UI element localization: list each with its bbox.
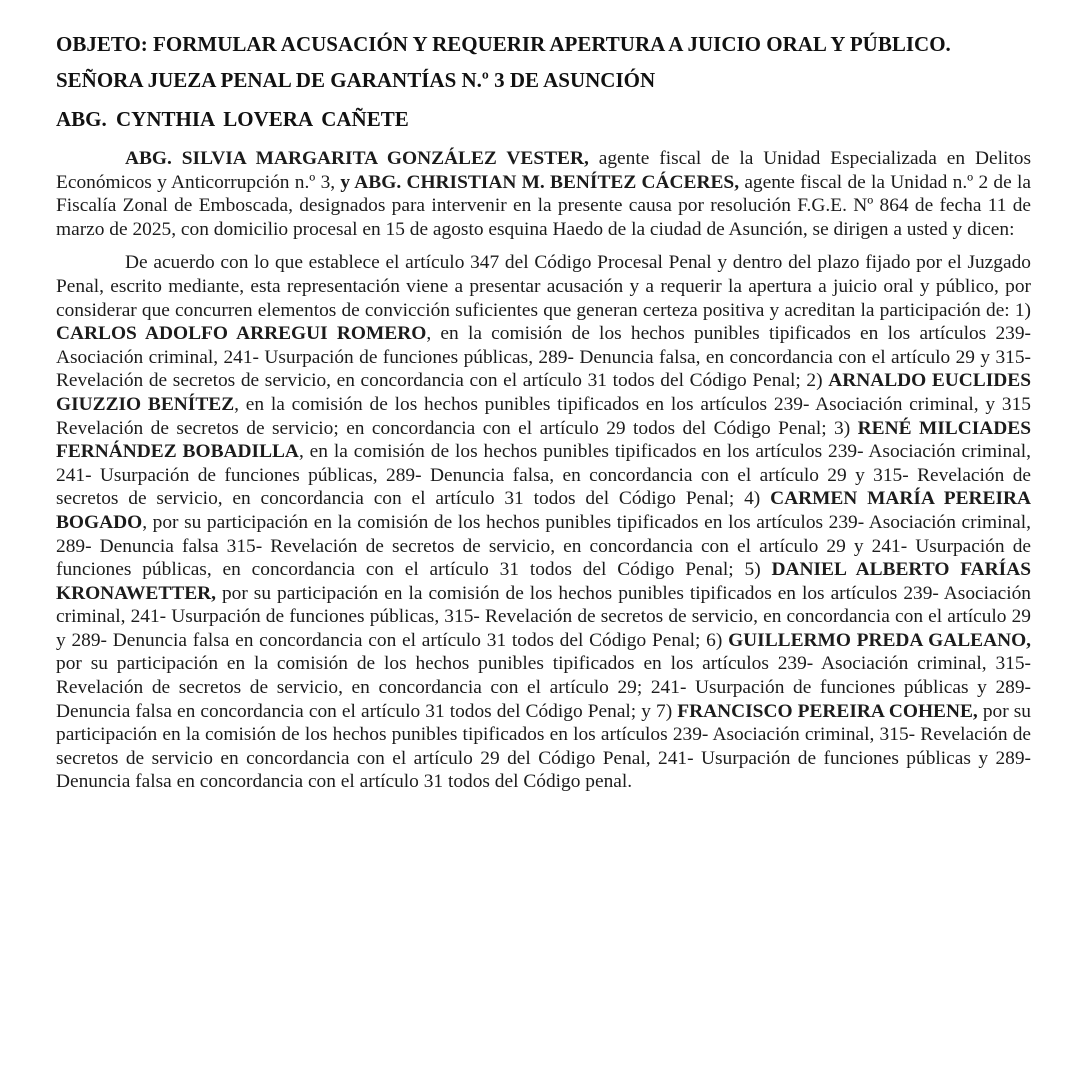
accused-name: GUILLERMO PREDA GALEANO, bbox=[728, 629, 1032, 651]
addressee-heading: SEÑORA JUEZA PENAL DE GARANTÍAS N.º 3 DE ASUNCIÓN bbox=[56, 68, 656, 92]
accused-name: CARLOS ADOLFO ARREGUI ROMERO bbox=[56, 323, 427, 345]
intro-text: agente fiscal de la Unidad n.º 2 de la Fiscalía Zonal de Emboscada, designados para intervenir en la presente causa por resolución F.G.E. Nº 864 de fecha 11 de marzo de 2025, con domicilio procesal en 15 de agosto esquina Haedo de la ciudad de Asunción, se dirigen a usted y dicen: bbox=[56, 171, 1032, 240]
intro-prosecutor-2: y ABG. CHRISTIAN M. BENÍTEZ CÁCERES, bbox=[340, 171, 740, 193]
document-page bbox=[56, 30, 1031, 794]
accused-name: ARNALDO EUCLIDES GIUZZIO BENÍTEZ bbox=[56, 370, 1031, 415]
intro-paragraph bbox=[56, 147, 1031, 241]
accused-name: CARMEN MARÍA PEREIRA BOGADO bbox=[56, 488, 1031, 533]
accused-name: DANIEL ALBERTO FARÍAS KRONAWETTER, bbox=[56, 559, 1032, 604]
intro-text: agente fiscal de la Unidad Especializada en Delitos Económicos y Anticorrupción n.º 3, bbox=[56, 148, 1031, 193]
accusation-text: De acuerdo con lo que establece el artículo 347 del Código Procesal Penal y dentro del plazo fijado por el Juzgado Penal, escrito mediante, esta representación viene a presentar acusación y a requerir la apertura a juicio oral y público, por considerar que concurren elementos de convicción suficientes que generan certeza positiva y acreditan la participación de: 1) bbox=[56, 252, 1031, 321]
judge-name-heading: ABG. CYNTHIA LOVERA CAÑETE bbox=[56, 107, 409, 131]
accusation-text: , por su participación en la comisión de los hechos punibles tipificados en los artículos 239- Asociación criminal, 289- Denuncia falsa 315- Revelación de secretos de servicio, en concordancia con el artículo 29 y 241- Usurpación de funciones públicas, en concordancia con el artículo 31 todos del Código Penal; 5) bbox=[56, 511, 1031, 581]
accusation-text: , en la comisión de los hechos punibles tipificados en los artículos 239- Asociación criminal, y 315 Revelación de secretos de servicio; en concordancia con el artículo 29 todos del Código Penal; 3) bbox=[56, 393, 1031, 439]
accused-name: FRANCISCO PEREIRA COHENE, bbox=[677, 700, 978, 722]
accusation-text: , en la comisión de los hechos punibles tipificados en los artículos 239- Asociación criminal, 241- Usurpación de funciones públicas, 289- Denuncia falsa, en concordancia con el artículo 29 y 315- Revelación de secretos de servicio, en concordancia con el artículo 31 todos del Código Penal; 4) bbox=[56, 441, 1031, 510]
accusation-text: por su participación en la comisión de los hechos punibles tipificados en los artículos 239- Asociación criminal, 315- Revelación de secretos de servicio, en concordancia con el artículo 29; 241- Usurpación de funciones públicas y 289- Denuncia falsa en concordancia con el artículo 31 todos del Código Penal; y 7) bbox=[56, 653, 1031, 722]
intro-prosecutor-1: ABG. SILVIA MARGARITA GONZÁLEZ VESTER, bbox=[125, 148, 589, 169]
accusation-text: por su participación en la comisión de los hechos punibles tipificados en los artículos 239- Asociación criminal, 315- Revelación de secretos de servicio en concordancia con el artículo 29 del Código Penal, 241- Usurpación de funciones públicas y 289- Denuncia falsa en concordancia con el artículo 31 todos del Código penal. bbox=[56, 700, 1031, 793]
accusation-text: por su participación en la comisión de los hechos punibles tipificados en los artículos 239- Asociación criminal, 241- Usurpación de funciones públicas, 315- Revelación de secretos de servicio, en concordancia con el artículo 29 y 289- Denuncia falsa en concordancia con el artículo 31 todos del Código Penal; 6) bbox=[56, 582, 1031, 651]
accusation-text: , en la comisión de los hechos punibles tipificados en los artículos 239- Asociación criminal, 241- Usurpación de funciones públicas, 289- Denuncia falsa, en concordancia con el artículo 29 y 315- Revelación de secretos de servicio, en concordancia con el artículo 31 todos del Código Penal; 2) bbox=[56, 323, 1031, 392]
accusation-paragraph bbox=[56, 251, 1031, 794]
accused-name: RENÉ MILCIADES FERNÁNDEZ BOBADILLA bbox=[56, 417, 1032, 463]
objeto-heading: OBJETO: FORMULAR ACUSACIÓN Y REQUERIR APERTURA A JUICIO ORAL Y PÚBLICO. bbox=[56, 32, 951, 56]
